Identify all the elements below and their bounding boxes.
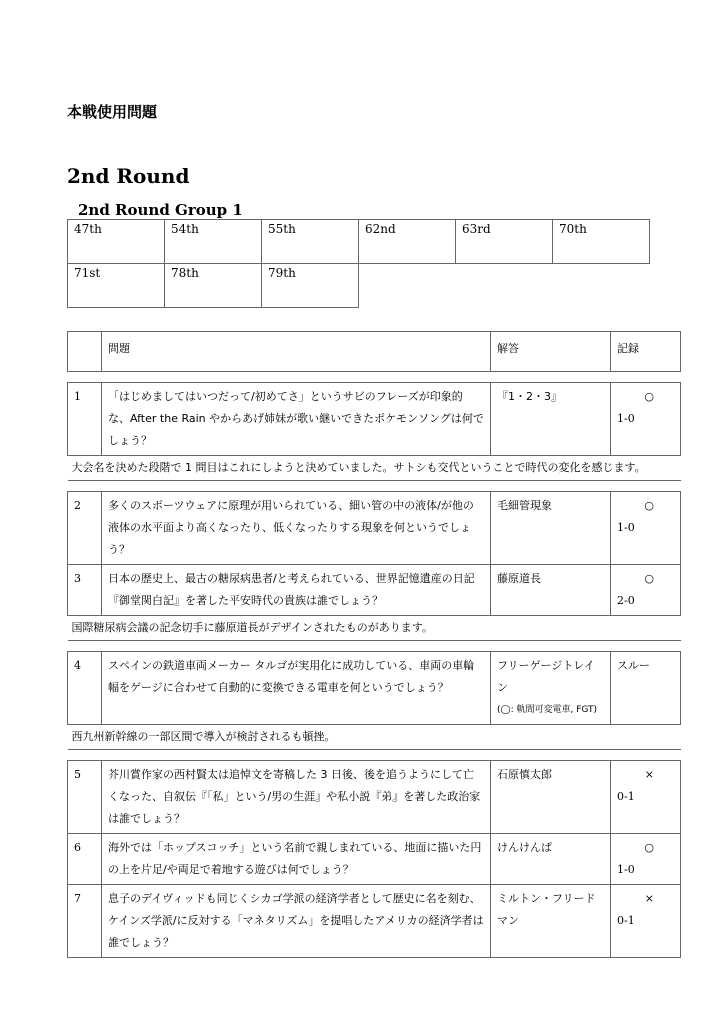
score-record: 1-0 <box>617 863 635 876</box>
score-record: 0-1 <box>617 790 635 803</box>
commentary-row <box>68 725 681 750</box>
question-table <box>67 331 681 958</box>
row-gap <box>68 641 681 652</box>
question-number: 1 <box>68 383 102 456</box>
header-answer: 解答 <box>491 332 611 372</box>
question-table-body <box>68 332 681 958</box>
question-text: 「はじめましてはいつだって/初めてさ」というサビのフレーズが印象的な、After the Rain やからあげ姉妹が歌い継いできたポケモンソングは何でしょう？ <box>102 383 491 456</box>
rounds-row <box>68 220 650 264</box>
result-mark: ○ <box>644 499 654 512</box>
question-number: 5 <box>68 761 102 834</box>
result-mark: スルー <box>617 659 650 672</box>
answer-cell <box>491 885 611 958</box>
commentary-text: 大会名を決めた段階で 1 問目はこれにしようと決めていました。サトシも交代ということで時代の変化を感じます。 <box>68 456 681 481</box>
round-cell: 71st <box>68 264 165 308</box>
result-mark: ○ <box>644 841 654 854</box>
score-record: 1-0 <box>617 412 635 425</box>
table-row <box>68 652 681 725</box>
gap-cell <box>68 641 681 652</box>
answer-text: 藤原道長 <box>497 572 541 585</box>
empty-cell <box>553 264 650 308</box>
row-gap <box>68 481 681 492</box>
question-number: 3 <box>68 565 102 616</box>
answer-text: 石原慎太郎 <box>497 768 552 781</box>
round-cell: 47th <box>68 220 165 264</box>
score-record: 2-0 <box>617 594 635 607</box>
commentary-text: 西九州新幹線の一部区間で導入が検討されるも頓挫。 <box>68 725 681 750</box>
round-cell: 54th <box>165 220 262 264</box>
rounds-row <box>68 264 650 308</box>
result-mark: × <box>644 768 654 781</box>
empty-cell <box>456 264 553 308</box>
table-row <box>68 492 681 565</box>
record-cell <box>611 761 681 834</box>
answer-text: 『1・2・3』 <box>497 390 562 403</box>
table-row <box>68 885 681 958</box>
table-row <box>68 761 681 834</box>
row-gap <box>68 372 681 383</box>
record-cell <box>611 492 681 565</box>
result-mark: × <box>644 892 654 905</box>
gap-cell <box>68 481 681 492</box>
round-cell: 55th <box>262 220 359 264</box>
score-record: 1-0 <box>617 521 635 534</box>
group-title: 2nd Round Group 1 <box>78 201 243 219</box>
round-cell: 70th <box>553 220 650 264</box>
answer-alternatives: (◯: 軌間可変電車, FGT) <box>497 705 598 715</box>
commentary-text: 国際糖尿病会議の記念切手に藤原道長がデザインされたものがあります。 <box>68 616 681 641</box>
document-heading: 本戦使用問題 <box>67 103 158 121</box>
record-cell <box>611 383 681 456</box>
question-text: 日本の歴史上、最古の糖尿病患者/と考えられている、世界記憶遺産の日記『御堂関白記』を著した平安時代の貴族は誰でしょう？ <box>102 565 491 616</box>
round-cell: 79th <box>262 264 359 308</box>
rounds-table <box>67 219 650 308</box>
table-row <box>68 383 681 456</box>
question-text: スペインの鉄道車両メーカー タルゴが実用化に成功している、車両の車輪幅をゲージに合わせて自動的に変換できる電車を何というでしょう？ <box>102 652 491 725</box>
gap-cell <box>68 750 681 761</box>
header-record: 記録 <box>611 332 681 372</box>
question-number: 2 <box>68 492 102 565</box>
table-row <box>68 834 681 885</box>
record-cell <box>611 652 681 725</box>
question-number: 7 <box>68 885 102 958</box>
record-cell <box>611 834 681 885</box>
question-text: 海外では「ホップスコッチ」という名前で親しまれている、地面に描いた円の上を片足/や両足で着地する遊びは何でしょう？ <box>102 834 491 885</box>
answer-cell <box>491 492 611 565</box>
answer-cell <box>491 652 611 725</box>
question-text: 多くのスポーツウェアに原理が用いられている、細い管の中の液体/が他の液体の水平面より高くなったり、低くなったりする現象を何というでしょう？ <box>102 492 491 565</box>
round-cell: 62nd <box>359 220 456 264</box>
question-number: 4 <box>68 652 102 725</box>
answer-cell <box>491 565 611 616</box>
result-mark: ○ <box>644 390 654 403</box>
question-text: 息子のデイヴィッドも同じくシカゴ学派の経済学者として歴史に名を刻む、ケインズ学派/に反対する「マネタリズム」を提唱したアメリカの経済学者は誰でしょう？ <box>102 885 491 958</box>
answer-cell <box>491 761 611 834</box>
round-cell: 78th <box>165 264 262 308</box>
commentary-row <box>68 616 681 641</box>
score-record: 0-1 <box>617 914 635 927</box>
answer-text: ミルトン・フリードマン <box>497 892 596 927</box>
header-num <box>68 332 102 372</box>
answer-cell <box>491 383 611 456</box>
record-cell <box>611 565 681 616</box>
header-question: 問題 <box>102 332 491 372</box>
answer-text: フリーゲージトレイン <box>497 659 595 694</box>
table-header-row <box>68 332 681 372</box>
table-row <box>68 565 681 616</box>
gap-cell <box>68 372 681 383</box>
result-mark: ○ <box>644 572 654 585</box>
round-cell: 63rd <box>456 220 553 264</box>
answer-cell <box>491 834 611 885</box>
answer-text: けんけんぱ <box>497 841 552 854</box>
row-gap <box>68 750 681 761</box>
answer-text: 毛細管現象 <box>497 499 552 512</box>
record-cell <box>611 885 681 958</box>
round-title: 2nd Round <box>67 164 190 188</box>
question-text: 芥川賞作家の西村賢太は追悼文を寄稿した 3 日後、後を追うようにして亡くなった、自叙伝『「私」という/男の生涯』や私小説『弟』を著した政治家は誰でしょう？ <box>102 761 491 834</box>
empty-cell <box>359 264 456 308</box>
commentary-row <box>68 456 681 481</box>
question-number: 6 <box>68 834 102 885</box>
